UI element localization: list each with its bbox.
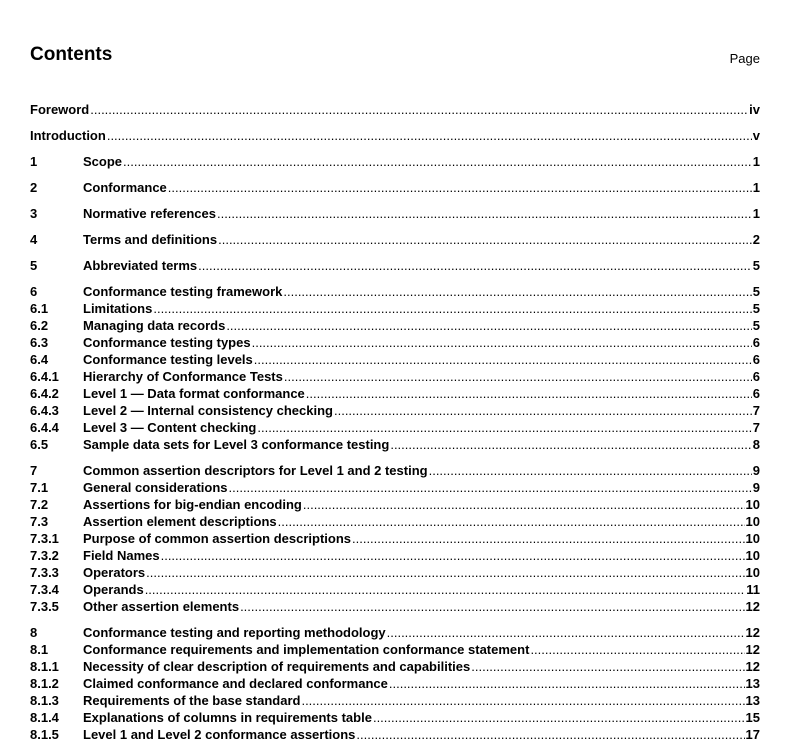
toc-entry[interactable] bbox=[30, 283, 760, 300]
toc-entry-page: 10 bbox=[745, 497, 760, 512]
toc-entry-page: v bbox=[752, 128, 760, 143]
dot-leader bbox=[530, 641, 744, 658]
toc-entry-page: 6 bbox=[752, 369, 760, 384]
dot-leader bbox=[198, 257, 752, 274]
toc-entry[interactable] bbox=[30, 624, 760, 641]
dot-leader bbox=[168, 179, 752, 196]
toc-entry-page: 6 bbox=[752, 386, 760, 401]
toc-entry[interactable] bbox=[30, 300, 760, 317]
toc-entry-page: 1 bbox=[752, 180, 760, 195]
toc-entry-number: 1 bbox=[30, 154, 38, 169]
toc-entry-page: 6 bbox=[752, 335, 760, 350]
toc-entry-number: 6.4.2 bbox=[30, 386, 59, 401]
toc-entry-title: Assertions for big-endian encoding bbox=[83, 497, 302, 512]
dot-leader bbox=[387, 624, 745, 641]
toc-entry-page: 12 bbox=[745, 625, 760, 640]
toc-entry-title: Explanations of columns in requirements table bbox=[83, 710, 372, 725]
toc-entry-title: Necessity of clear description of requirements and capabilities bbox=[83, 659, 471, 674]
toc-entry[interactable] bbox=[30, 675, 760, 692]
toc-entry[interactable] bbox=[30, 709, 760, 726]
toc-entry-title: Requirements of the base standard bbox=[83, 693, 301, 708]
dot-leader bbox=[389, 675, 745, 692]
toc-entry-number: 6.4.3 bbox=[30, 403, 59, 418]
toc-entry-title: Limitations bbox=[83, 301, 153, 316]
toc-entry-page: 13 bbox=[745, 676, 760, 691]
toc-entry[interactable] bbox=[30, 547, 760, 564]
toc-entry-page: 6 bbox=[752, 352, 760, 367]
toc-entry-page: 7 bbox=[752, 403, 760, 418]
toc-entry-page: 12 bbox=[745, 659, 760, 674]
toc-entry[interactable] bbox=[30, 385, 760, 402]
dot-leader bbox=[107, 127, 752, 144]
toc-entry[interactable] bbox=[30, 641, 760, 658]
toc-entry-page: 17 bbox=[745, 727, 760, 742]
toc-entry-number: 7.3.1 bbox=[30, 531, 59, 546]
toc-entry-page: 5 bbox=[752, 318, 760, 333]
toc-entry-number: 3 bbox=[30, 206, 38, 221]
dot-leader bbox=[301, 692, 744, 709]
toc-entry-page: 5 bbox=[752, 301, 760, 316]
toc-entry-page: iv bbox=[749, 102, 760, 117]
dot-leader bbox=[161, 547, 745, 564]
dot-leader bbox=[429, 462, 752, 479]
toc-entry[interactable] bbox=[30, 351, 760, 368]
toc-entry-number: 4 bbox=[30, 232, 38, 247]
toc-entry-title: Introduction bbox=[30, 128, 106, 143]
dot-leader bbox=[153, 300, 751, 317]
dot-leader bbox=[278, 513, 745, 530]
toc-entry-page: 1 bbox=[752, 154, 760, 169]
toc-entry-title: Conformance testing types bbox=[83, 335, 251, 350]
toc-entry-number: 8.1.4 bbox=[30, 710, 59, 725]
toc-entry[interactable] bbox=[30, 368, 760, 385]
page-column-label: Page bbox=[729, 51, 760, 66]
dot-leader bbox=[229, 479, 752, 496]
toc-entry-page: 2 bbox=[752, 232, 760, 247]
dot-leader bbox=[283, 283, 751, 300]
dot-leader bbox=[390, 436, 751, 453]
toc-entry-number: 7.3.3 bbox=[30, 565, 59, 580]
dot-leader bbox=[356, 726, 744, 743]
toc-entry[interactable] bbox=[30, 658, 760, 675]
toc-entry-title: Terms and definitions bbox=[83, 232, 218, 247]
toc-entry-number: 7.3.2 bbox=[30, 548, 59, 563]
dot-leader bbox=[303, 496, 745, 513]
page-title: Contents bbox=[30, 44, 113, 65]
dot-leader bbox=[145, 581, 746, 598]
toc-entry[interactable] bbox=[30, 436, 760, 453]
dot-leader bbox=[217, 205, 752, 222]
toc-entry-title: Abbreviated terms bbox=[83, 258, 198, 273]
toc-entry-title: Common assertion descriptors for Level 1 and 2 testing bbox=[83, 463, 428, 478]
toc-entry-title: General considerations bbox=[83, 480, 228, 495]
dot-leader bbox=[257, 419, 751, 436]
toc-entry-page: 11 bbox=[746, 582, 760, 597]
toc-entry-number: 7.3.4 bbox=[30, 582, 59, 597]
toc-entry-title: Conformance testing framework bbox=[83, 284, 283, 299]
toc-entry[interactable] bbox=[30, 231, 760, 248]
toc-entry-page: 5 bbox=[752, 284, 760, 299]
toc-entry[interactable] bbox=[30, 564, 760, 581]
toc-entry[interactable] bbox=[30, 179, 760, 196]
toc-entry-page: 13 bbox=[745, 693, 760, 708]
toc-entry-page: 7 bbox=[752, 420, 760, 435]
toc-entry-title: Scope bbox=[83, 154, 123, 169]
dot-leader bbox=[218, 231, 752, 248]
dot-leader bbox=[352, 530, 745, 547]
toc-entry-page: 5 bbox=[752, 258, 760, 273]
toc-entry-title: Other assertion elements bbox=[83, 599, 240, 614]
dot-leader bbox=[123, 153, 752, 170]
table-of-contents bbox=[30, 101, 760, 743]
toc-entry[interactable] bbox=[30, 101, 760, 118]
toc-entry-title: Hierarchy of Conformance Tests bbox=[83, 369, 283, 384]
toc-entry-title: Purpose of common assertion descriptions bbox=[83, 531, 351, 546]
toc-entry-title: Assertion element descriptions bbox=[83, 514, 277, 529]
toc-entry-title: Claimed conformance and declared conformance bbox=[83, 676, 388, 691]
toc-entry-title: Sample data sets for Level 3 conformance testing bbox=[83, 437, 390, 452]
toc-entry-title: Conformance requirements and implementation conformance statement bbox=[83, 642, 530, 657]
toc-entry[interactable] bbox=[30, 317, 760, 334]
dot-leader bbox=[471, 658, 744, 675]
toc-entry-title: Level 1 — Data format conformance bbox=[83, 386, 305, 401]
toc-entry-number: 8.1.1 bbox=[30, 659, 59, 674]
toc-entry-page: 10 bbox=[745, 548, 760, 563]
toc-entry-number: 6.4 bbox=[30, 352, 49, 367]
dot-leader bbox=[306, 385, 752, 402]
toc-entry[interactable] bbox=[30, 496, 760, 513]
toc-entry-page: 12 bbox=[745, 642, 760, 657]
toc-entry-number: 7.3 bbox=[30, 514, 49, 529]
toc-entry-title: Level 1 and Level 2 conformance assertions bbox=[83, 727, 356, 742]
toc-entry-page: 12 bbox=[745, 599, 760, 614]
toc-entry-page: 10 bbox=[745, 531, 760, 546]
toc-entry[interactable] bbox=[30, 205, 760, 222]
toc-entry-title: Conformance testing levels bbox=[83, 352, 253, 367]
dot-leader bbox=[226, 317, 751, 334]
toc-entry-title: Level 3 — Content checking bbox=[83, 420, 257, 435]
toc-entry-page: 9 bbox=[752, 480, 760, 495]
toc-entry-title: Field Names bbox=[83, 548, 160, 563]
toc-entry[interactable] bbox=[30, 692, 760, 709]
toc-entry[interactable] bbox=[30, 530, 760, 547]
dot-leader bbox=[146, 564, 744, 581]
toc-entry-title: Level 2 — Internal consistency checking bbox=[83, 403, 333, 418]
toc-entry-number: 6.4.4 bbox=[30, 420, 59, 435]
toc-entry[interactable] bbox=[30, 153, 760, 170]
toc-entry-number: 6.2 bbox=[30, 318, 49, 333]
toc-entry-page: 10 bbox=[745, 565, 760, 580]
toc-entry-page: 8 bbox=[752, 437, 760, 452]
toc-entry[interactable] bbox=[30, 513, 760, 530]
toc-entry-title: Conformance bbox=[83, 180, 167, 195]
toc-entry-number: 7 bbox=[30, 463, 38, 478]
toc-entry[interactable] bbox=[30, 598, 760, 615]
toc-entry[interactable] bbox=[30, 479, 760, 496]
toc-entry-number: 6.5 bbox=[30, 437, 49, 452]
toc-entry-number: 5 bbox=[30, 258, 38, 273]
dot-leader bbox=[334, 402, 752, 419]
toc-entry[interactable] bbox=[30, 257, 760, 274]
toc-entry-number: 8.1.2 bbox=[30, 676, 59, 691]
toc-entry-number: 6.3 bbox=[30, 335, 49, 350]
toc-entry-number: 6.1 bbox=[30, 301, 49, 316]
toc-entry-number: 8 bbox=[30, 625, 38, 640]
toc-entry-number: 7.1 bbox=[30, 480, 49, 495]
toc-entry-page: 15 bbox=[745, 710, 760, 725]
toc-entry-number: 8.1.5 bbox=[30, 727, 59, 742]
toc-entry[interactable] bbox=[30, 402, 760, 419]
dot-leader bbox=[240, 598, 744, 615]
toc-entry-number: 8.1.3 bbox=[30, 693, 59, 708]
toc-entry-number: 2 bbox=[30, 180, 38, 195]
toc-entry-number: 7.3.5 bbox=[30, 599, 59, 614]
toc-entry-page: 10 bbox=[745, 514, 760, 529]
toc-entry[interactable] bbox=[30, 726, 760, 743]
toc-entry-title: Managing data records bbox=[83, 318, 226, 333]
toc-entry-title: Operands bbox=[83, 582, 144, 597]
dot-leader bbox=[254, 351, 752, 368]
toc-entry-title: Operators bbox=[83, 565, 146, 580]
dot-leader bbox=[90, 101, 748, 118]
dot-leader bbox=[252, 334, 752, 351]
toc-entry[interactable] bbox=[30, 334, 760, 351]
toc-entry-number: 7.2 bbox=[30, 497, 49, 512]
toc-entry[interactable] bbox=[30, 419, 760, 436]
dot-leader bbox=[373, 709, 745, 726]
toc-entry-number: 6.4.1 bbox=[30, 369, 59, 384]
toc-entry[interactable] bbox=[30, 127, 760, 144]
toc-entry-page: 9 bbox=[752, 463, 760, 478]
toc-entry-title: Foreword bbox=[30, 102, 90, 117]
toc-entry-title: Normative references bbox=[83, 206, 216, 221]
toc-entry-number: 6 bbox=[30, 284, 38, 299]
toc-entry-number: 8.1 bbox=[30, 642, 49, 657]
toc-entry-title: Conformance testing and reporting methodology bbox=[83, 625, 386, 640]
dot-leader bbox=[284, 368, 752, 385]
toc-entry[interactable] bbox=[30, 581, 760, 598]
toc-entry[interactable] bbox=[30, 462, 760, 479]
toc-entry-page: 1 bbox=[752, 206, 760, 221]
